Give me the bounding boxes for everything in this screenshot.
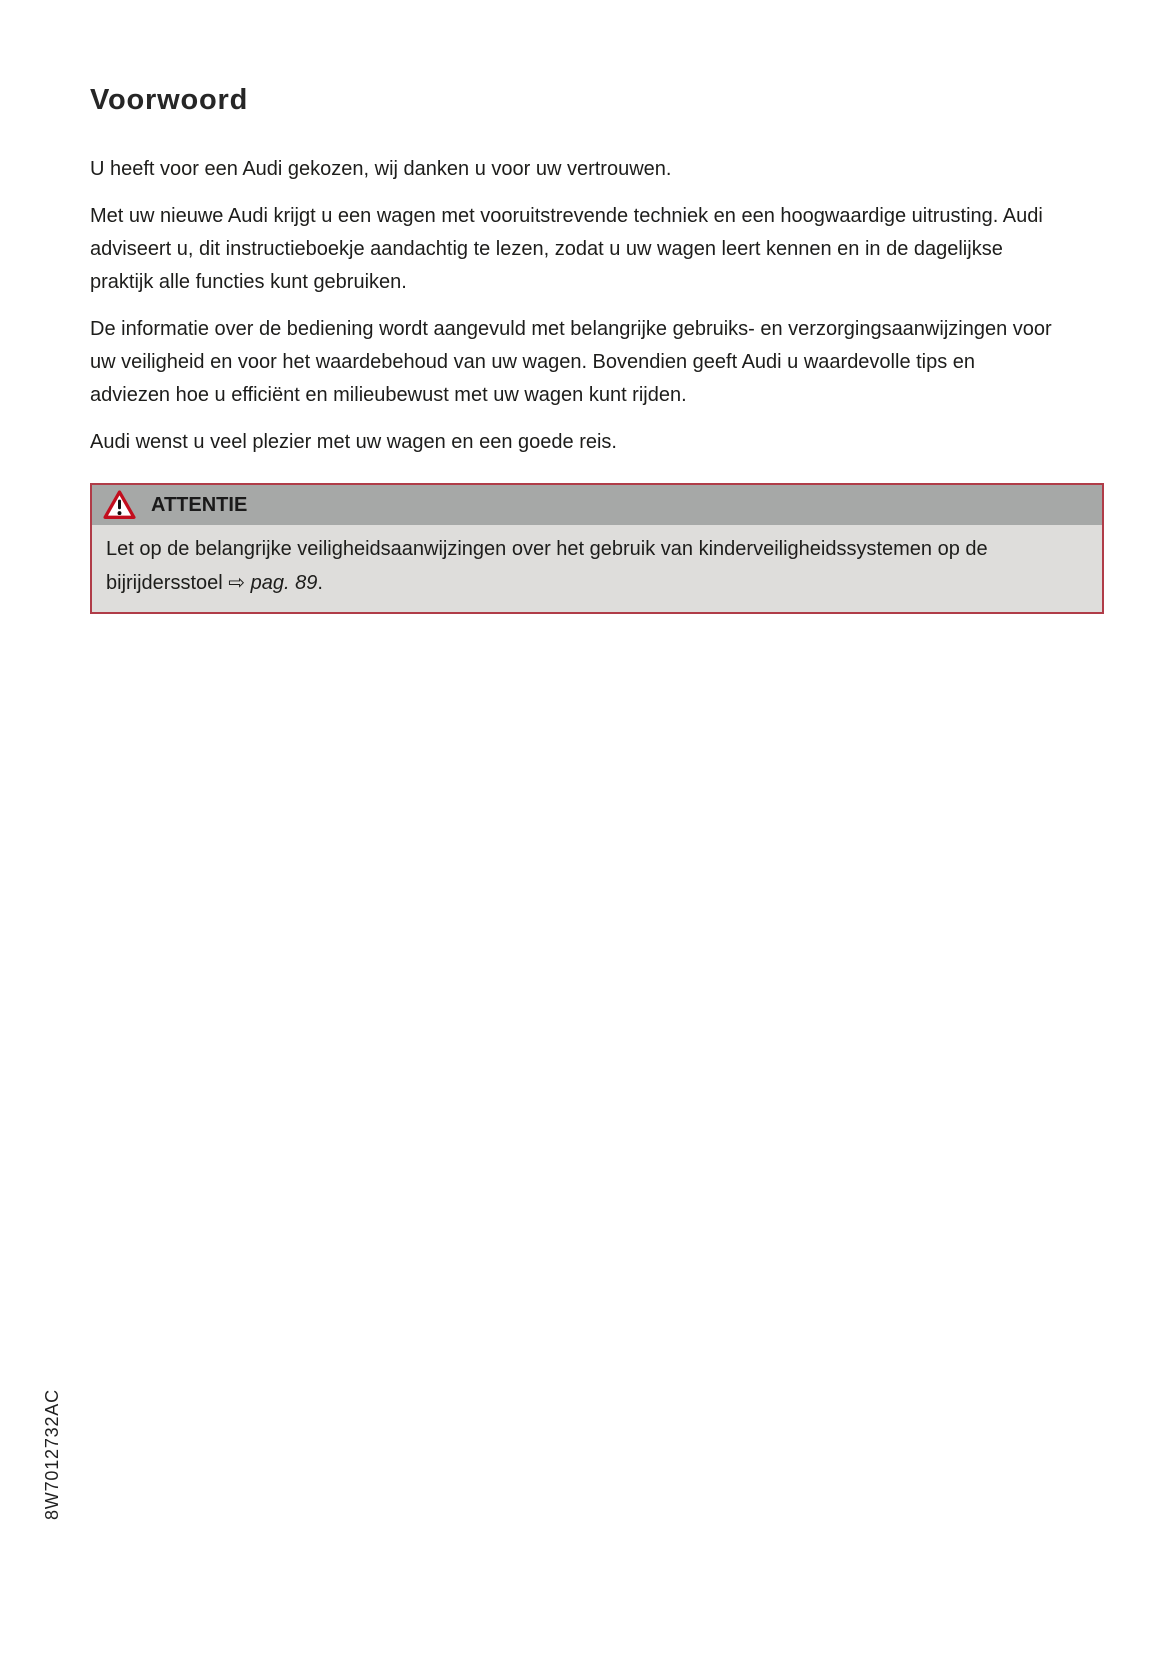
attention-box [90,483,1104,614]
paragraph-technique: Met uw nieuwe Audi krijgt u een wagen met vooruitstrevende techniek en een hoogwaardige uitrusting. Audi adviseert u, dit instructieboekje aandachtig te lezen, zodat u uw wagen leert kennen en in de dagelijkse praktijk alle functies kunt gebruiken. [90,205,1043,293]
attention-text-main: Let op de belangrijke veiligheidsaanwijzingen over het gebruik van kinderveiligheidssystemen op de bijrijdersstoel [106,538,988,594]
attention-text-period: . [317,572,323,594]
warning-triangle-icon [103,490,136,520]
paragraph-intro: U heeft voor een Audi gekozen, wij danken u voor uw vertrouwen. [90,158,672,180]
attention-header [92,485,1102,525]
page-reference-label: pag. 89 [250,572,318,594]
document-code: 8W7012732AC [42,1389,62,1520]
page-reference-link[interactable] [228,572,317,594]
paragraph-wish: Audi wenst u veel plezier met uw wagen en een goede reis. [90,431,617,453]
arrow-right-icon: ⇨ [228,572,246,594]
paragraph-information: De informatie over de bediening wordt aangevuld met belangrijke gebruiks- en verzorgingsaanwijzingen voor uw veiligheid en voor het waardebehoud van uw wagen. Bovendien geeft Audi u waardevolle tips en adviezen hoe u efficiënt en milieubewust met uw wagen kunt rijden. [90,318,1052,406]
page-content [90,84,1104,614]
attention-text [92,525,1102,612]
page-title: Voorwoord [90,84,249,116]
attention-title: ATTENTIE [151,493,248,516]
